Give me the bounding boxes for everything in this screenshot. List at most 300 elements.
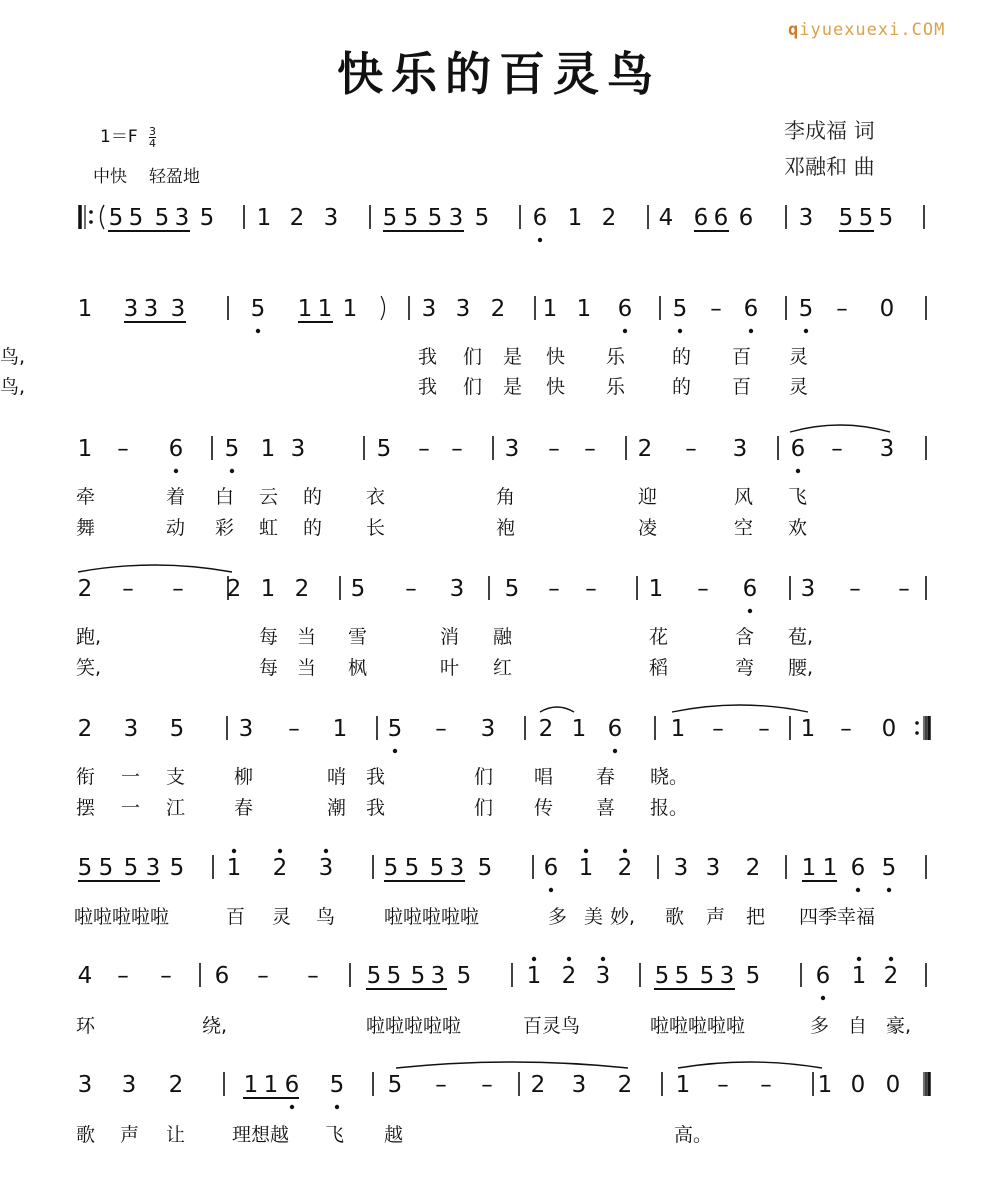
composer-credit: 邓融和 曲 [784,155,875,179]
note-r1-3: 3 [174,205,190,231]
note-r6-6: 2 [272,855,288,881]
lyric-r2a-6: 百 [732,346,752,368]
lyric-r6-7: 妙, [610,906,636,928]
note-r6-18: 2 [745,855,761,881]
note-r5-16: – [840,716,852,742]
lyric-r6-10: 把 [746,906,766,928]
site-watermark: qiyuexuexi.COM [788,20,946,40]
note-r2-6: 1 [317,296,333,322]
lyricist-credit: 李成福 词 [784,119,875,143]
lyric-r2a-0: 我 [418,346,438,368]
lyric-r4a-4: 消 [440,626,460,648]
low-octave-dot [749,329,753,333]
note-r1-15: 2 [601,205,617,231]
note-r2-17: 5 [798,296,814,322]
note-r5-11: 6 [607,716,623,742]
low-octave-dot [538,238,542,242]
lyric-r5b-3: 春 [234,797,254,819]
note-r4-8: 3 [449,576,465,602]
note-r2-8: 3 [421,296,437,322]
lyric-r3b-1: 动 [166,517,186,539]
high-octave-dot [857,957,861,961]
note-r5-1: 3 [123,716,139,742]
lyric-r6-5: 多 [548,906,568,928]
low-octave-dot [821,996,825,1000]
lyric-r3a-6: 角 [496,486,516,508]
note-r1-2: 5 [154,205,170,231]
repeat-dot [915,731,919,735]
note-r2-9: 3 [455,296,471,322]
note-r5-12: 1 [670,716,686,742]
note-r4-1: – [122,576,134,602]
note-r6-12: 5 [477,855,493,881]
note-r1-8: 5 [382,205,398,231]
lyric-r2b-3: 快 [546,376,566,398]
tie-3 [672,705,808,712]
note-r6-22: 5 [881,855,897,881]
note-r4-16: – [849,576,861,602]
note-r1-20: 3 [798,205,814,231]
lyric-r3a-2: 白 [215,486,235,508]
note-r6-21: 6 [850,855,866,881]
note-r2-1: 3 [123,296,139,322]
low-octave-dot [613,749,617,753]
lyric-r3b-4: 的 [303,517,323,539]
note-r1-12: 5 [474,205,490,231]
lyric-r5a-0: 衔 [76,766,96,788]
note-r6-13: 6 [543,855,559,881]
low-octave-dot [678,329,682,333]
note-r2-18: – [836,296,848,322]
note-r1-5: 1 [256,205,272,231]
lyric-r4b-8: 腰, [788,657,814,679]
note-r2-12: 1 [576,296,592,322]
high-octave-dot [584,849,588,853]
note-r8-11: 3 [571,1072,587,1098]
expression: 轻盈地 [149,167,200,187]
note-r3-11: – [584,436,596,462]
note-r7-21: 2 [883,963,899,989]
high-octave-dot [567,957,571,961]
note-r6-3: 3 [145,855,161,881]
note-r7-3: 6 [214,963,230,989]
note-r4-14: 6 [742,576,758,602]
note-r2-4: 5 [250,296,266,322]
tie-2 [540,707,574,712]
lyric-r7-0: 环 [76,1015,96,1037]
lyric-r8-2: 让 [166,1124,186,1146]
lyric-r5b-0: 摆 [76,797,96,819]
lyric-r5a-5: 我 [366,766,386,788]
lyric-r8-6: 高。 [674,1124,713,1146]
paren-close [381,296,385,320]
note-r8-16: 1 [817,1072,833,1098]
note-r3-1: – [117,436,129,462]
note-r4-6: 5 [350,576,366,602]
note-r1-4: 5 [199,205,215,231]
note-r4-4: 1 [260,576,276,602]
lyric-r4b-1: 每 [259,657,279,679]
lyric-r7-7: 豪, [886,1015,912,1037]
note-r3-3: 5 [224,436,240,462]
note-r5-2: 5 [169,716,185,742]
note-r7-13: 3 [595,963,611,989]
lyric-r6-2: 灵 [272,906,292,928]
lyric-r5a-2: 支 [166,766,186,788]
note-r4-12: 1 [648,576,664,602]
note-r5-10: 1 [571,716,587,742]
low-octave-dot [256,329,260,333]
lyric-r2b-5: 的 [672,376,692,398]
note-r4-7: – [405,576,417,602]
note-r8-8: – [435,1072,447,1098]
note-r8-5: 6 [284,1072,300,1098]
note-r1-13: 6 [532,205,548,231]
note-r8-9: – [481,1072,493,1098]
note-r6-15: 2 [617,855,633,881]
lyric-r6-6: 美 [584,906,604,928]
note-r2-3: 3 [170,296,186,322]
note-r3-13: – [685,436,697,462]
tie-5 [678,1062,822,1068]
low-octave-dot [748,609,752,613]
lyric-r3b-0: 舞 [76,517,96,539]
note-r7-9: 3 [430,963,446,989]
lyric-r4a-1: 每 [259,626,279,648]
note-r4-11: – [585,576,597,602]
note-r5-0: 2 [77,716,93,742]
low-octave-dot [549,888,553,892]
lyric-r3b-7: 凌 [638,517,658,539]
note-r2-2: 3 [143,296,159,322]
high-octave-dot [601,957,605,961]
lyric-r6-9: 声 [706,906,726,928]
note-r7-17: 3 [719,963,735,989]
note-r7-1: – [117,963,129,989]
low-octave-dot [856,888,860,892]
note-r7-20: 1 [851,963,867,989]
note-r8-2: 2 [168,1072,184,1098]
note-r6-5: 1 [226,855,242,881]
note-r4-9: 5 [504,576,520,602]
high-octave-dot [232,849,236,853]
note-r6-2: 5 [123,855,139,881]
lyric-r4a-2: 当 [297,626,317,648]
note-r8-15: – [760,1072,772,1098]
lyric-r4b-6: 稻 [649,657,669,679]
low-octave-dot [623,329,627,333]
lyric-r5a-9: 晓。 [650,766,689,788]
time-signature: $\frac{3}{4}$ [149,124,157,150]
low-octave-dot [290,1105,294,1109]
lyric-r2b-1: 们 [463,376,483,398]
note-r2-11: 1 [542,296,558,322]
note-r6-7: 3 [318,855,334,881]
note-r5-15: 1 [800,716,816,742]
lyric-r4b-4: 叶 [440,657,460,679]
note-r3-5: 3 [290,436,306,462]
lyric-r2a-5: 的 [672,346,692,368]
lyric-r3a-8: 风 [734,486,754,508]
tie-1 [78,565,232,572]
lyric-r5b-4: 潮 [327,797,347,819]
note-r8-4: 1 [263,1072,279,1098]
note-r3-15: 6 [790,436,806,462]
note-r4-0: 2 [77,576,93,602]
note-r6-10: 5 [429,855,445,881]
note-r1-0: 5 [108,205,124,231]
note-r7-6: 5 [366,963,382,989]
note-r3-10: – [548,436,560,462]
note-r6-4: 5 [169,855,185,881]
note-r8-17: 0 [850,1072,866,1098]
note-r1-9: 5 [403,205,419,231]
note-r2-5: 1 [297,296,313,322]
note-r7-11: 1 [526,963,542,989]
tempo: 中快 [93,167,127,187]
note-r6-19: 1 [801,855,817,881]
note-r2-10: 2 [490,296,506,322]
lyric-r3a-7: 迎 [638,486,658,508]
note-r1-22: 5 [858,205,874,231]
note-r2-19: 0 [879,296,895,322]
lyric-r5a-8: 春 [596,766,616,788]
lyric-r2a-7: 灵 [789,346,809,368]
lyric-r8-0: 歌 [76,1124,96,1146]
tie-4 [396,1062,628,1068]
lyric-r7-3: 百灵鸟 [523,1015,581,1037]
lyric-r3b-6: 袍 [496,517,516,539]
note-r5-17: 0 [881,716,897,742]
key-label: 1＝F [100,127,138,147]
lyric-r4a-8: 苞, [788,626,814,648]
high-octave-dot [532,957,536,961]
lyric-r4b-0: 笑, [76,657,102,679]
lyric-r8-3: 理想越 [232,1124,290,1146]
lyric-r2a-2: 是 [503,346,523,368]
lyric-r3a-4: 的 [303,486,323,508]
note-r3-7: – [418,436,430,462]
note-r8-7: 5 [387,1072,403,1098]
note-r1-21: 5 [838,205,854,231]
low-octave-dot [230,469,234,473]
note-r3-12: 2 [637,436,653,462]
lyric-r2b-2: 是 [503,376,523,398]
note-r5-7: – [435,716,447,742]
note-r2-15: – [710,296,722,322]
lyric-r2a-3: 快 [546,346,566,368]
note-r7-7: 5 [386,963,402,989]
lyric-r5b-9: 报。 [650,797,689,819]
note-r8-13: 1 [675,1072,691,1098]
note-r3-8: – [451,436,463,462]
lyric-r4b-5: 红 [493,657,513,679]
low-octave-dot [796,469,800,473]
note-r5-5: 1 [332,716,348,742]
lyric-r2a-4: 乐 [606,346,626,368]
low-octave-dot [804,329,808,333]
lyric-r4a-6: 花 [649,626,669,648]
note-r8-0: 3 [77,1072,93,1098]
note-r7-19: 6 [815,963,831,989]
note-r6-9: 5 [404,855,420,881]
lyric-r2a-1: 们 [463,346,483,368]
note-r1-17: 6 [693,205,709,231]
lyric-r8-5: 越 [384,1124,404,1146]
lyric-r5a-6: 们 [474,766,494,788]
lyric-r3b-3: 虹 [259,517,279,539]
song-title: 快乐的百灵鸟 [337,47,661,101]
lyric-r3a-1: 着 [166,486,186,508]
note-r1-10: 5 [427,205,443,231]
low-octave-dot [393,749,397,753]
lyric-r7-6: 自 [848,1015,868,1037]
lyric-r3a-5: 衣 [366,486,386,508]
lyric-r6-1: 百 [226,906,246,928]
lyric-r4a-7: 含 [735,626,755,648]
high-octave-dot [623,849,627,853]
note-r6-1: 5 [98,855,114,881]
lyric-r7-4: 啦啦啦啦啦 [650,1015,746,1037]
note-r4-3: 2 [226,576,242,602]
lyric-r5b-1: 一 [121,797,141,819]
note-r1-6: 2 [289,205,305,231]
note-r6-0: 5 [77,855,93,881]
low-octave-dot [887,888,891,892]
lyric-r5a-7: 唱 [534,766,554,788]
note-r7-14: 5 [654,963,670,989]
note-r4-5: 2 [294,576,310,602]
note-r8-18: 0 [885,1072,901,1098]
note-r7-5: – [307,963,319,989]
lyric-r6-4: 啦啦啦啦啦 [384,906,480,928]
note-r7-10: 5 [456,963,472,989]
note-r3-9: 3 [504,436,520,462]
repeat-dot [915,721,919,725]
note-r6-11: 3 [449,855,465,881]
note-r6-14: 1 [578,855,594,881]
note-r4-17: – [898,576,910,602]
lyric-r3b-8: 空 [734,517,754,539]
note-r2-14: 5 [672,296,688,322]
lyric-r4a-5: 融 [493,626,513,648]
lyric-r4b-2: 当 [297,657,317,679]
note-r1-19: 6 [738,205,754,231]
high-octave-dot [324,849,328,853]
lyric-r2b-6: 百 [732,376,752,398]
lyric-r5b-6: 们 [474,797,494,819]
lyric-r8-1: 声 [120,1124,140,1146]
high-octave-dot [889,957,893,961]
lyric-r4a-3: 雪 [348,626,368,648]
note-r2-16: 6 [743,296,759,322]
note-r8-14: – [717,1072,729,1098]
note-r5-4: – [288,716,300,742]
note-r7-16: 5 [699,963,715,989]
note-r1-1: 5 [128,205,144,231]
note-r5-9: 2 [538,716,554,742]
lyric-r6-3: 鸟 [316,906,336,928]
note-r4-13: – [697,576,709,602]
note-r8-3: 1 [243,1072,259,1098]
note-r7-0: 4 [77,963,93,989]
high-octave-dot [278,849,282,853]
low-octave-dot [335,1105,339,1109]
note-r5-6: 5 [387,716,403,742]
lyric-r8-4: 飞 [325,1124,345,1146]
low-octave-dot [174,469,178,473]
lyric-r3a-0: 牵 [76,486,96,508]
note-r3-6: 5 [376,436,392,462]
lyric-r3a-3: 云 [259,486,279,508]
lyric-r5a-3: 柳 [234,766,254,788]
lyric-r2b-8: 鸟, [0,376,26,398]
note-r6-20: 1 [822,855,838,881]
lyric-r5b-5: 我 [366,797,386,819]
lyric-r2b-4: 乐 [606,376,626,398]
lyric-r5a-1: 一 [121,766,141,788]
repeat-dot [89,210,93,214]
lyric-r3a-9: 飞 [788,486,808,508]
note-r3-17: 3 [879,436,895,462]
note-r3-16: – [831,436,843,462]
repeat-dot [89,220,93,224]
lyric-r4a-0: 跑, [76,626,102,648]
lyric-r6-11: 四季幸福 [799,906,876,928]
note-r1-11: 3 [448,205,464,231]
lyric-r3b-9: 欢 [788,517,808,539]
note-r7-4: – [257,963,269,989]
note-r8-10: 2 [530,1072,546,1098]
note-r8-6: 5 [329,1072,345,1098]
lyric-r6-8: 歌 [665,906,685,928]
note-r5-14: – [758,716,770,742]
note-r1-14: 1 [567,205,583,231]
note-r1-18: 6 [713,205,729,231]
note-r1-23: 5 [878,205,894,231]
note-r7-18: 5 [745,963,761,989]
lyric-r5b-2: 江 [166,797,186,819]
tie-0 [790,425,890,432]
note-r5-13: – [712,716,724,742]
lyric-r5a-4: 哨 [327,766,347,788]
lyric-r2b-0: 我 [418,376,438,398]
note-r2-0: 1 [77,296,93,322]
note-r5-3: 3 [238,716,254,742]
lyric-r6-0: 啦啦啦啦啦 [74,906,170,928]
note-r8-1: 3 [121,1072,137,1098]
lyric-r7-5: 多 [810,1015,830,1037]
note-r6-8: 5 [383,855,399,881]
note-r4-2: – [172,576,184,602]
note-r2-7: 1 [342,296,358,322]
note-r7-15: 5 [674,963,690,989]
lyric-r3b-5: 长 [366,517,386,539]
lyric-r4b-7: 弯 [735,657,755,679]
note-r3-2: 6 [168,436,184,462]
note-r3-14: 3 [732,436,748,462]
paren-open [101,205,105,229]
lyric-r4b-3: 枫 [348,657,368,679]
lyric-r2b-7: 灵 [789,376,809,398]
note-r8-12: 2 [617,1072,633,1098]
note-r1-16: 4 [658,205,674,231]
note-r4-15: 3 [800,576,816,602]
lyric-r5b-8: 喜 [596,797,616,819]
lyric-r2a-8: 鸟, [0,346,26,368]
note-r3-0: 1 [77,436,93,462]
lyric-r7-1: 绕, [202,1015,228,1037]
